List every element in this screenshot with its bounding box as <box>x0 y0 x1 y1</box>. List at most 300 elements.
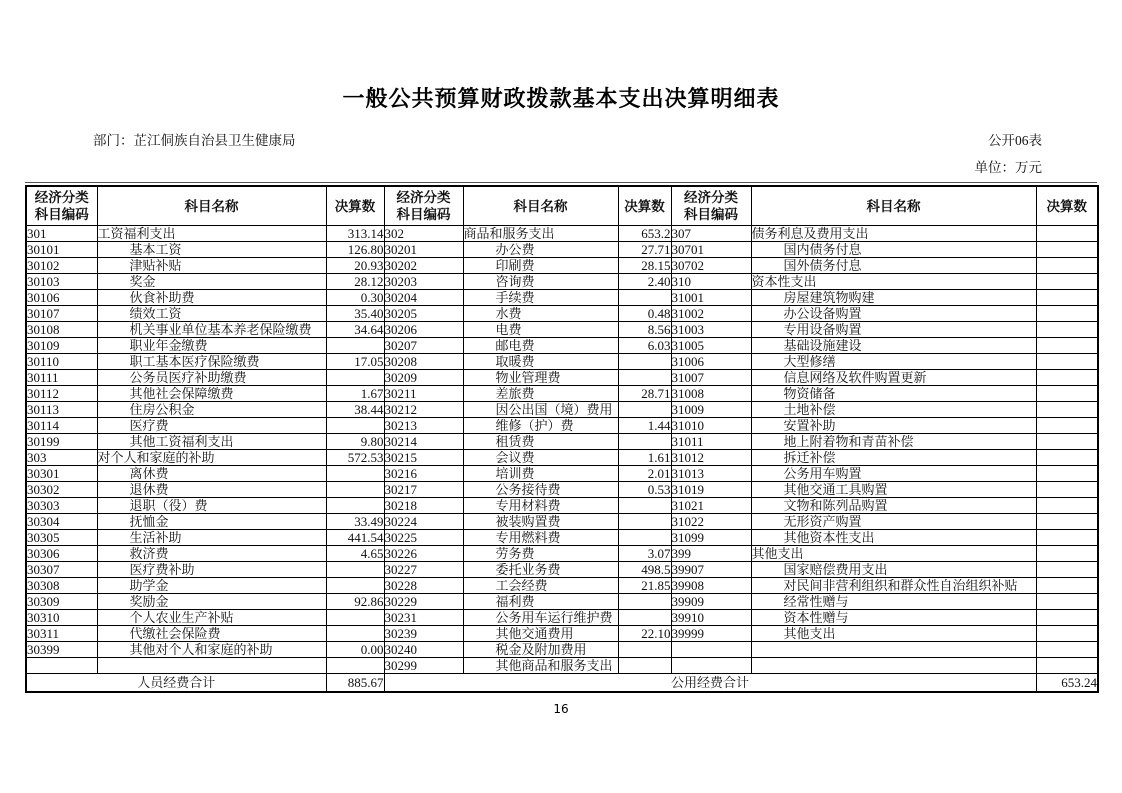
cell-amount <box>1036 450 1098 466</box>
cell-amount: 38.44 <box>326 402 384 418</box>
cell-subject-name: 物业管理费 <box>463 370 618 386</box>
cell-code: 30239 <box>384 626 463 642</box>
cell-amount: 28.71 <box>618 386 671 402</box>
cell-subject-name: 基本工资 <box>97 242 326 258</box>
cell-code: 30203 <box>384 274 463 290</box>
cell-code: 301 <box>26 226 97 242</box>
cell-subject-name: 办公设备购置 <box>751 306 1036 322</box>
cell-amount: 0.30 <box>326 290 384 306</box>
table-row <box>26 242 1098 258</box>
cell-subject-name: 资本性支出 <box>751 274 1036 290</box>
cell-subject-name: 职工基本医疗保险缴费 <box>97 354 326 370</box>
col-header-amount-2: 决算数 <box>618 186 671 226</box>
cell-subject-name: 其他商品和服务支出 <box>463 658 618 674</box>
table-number-label: 公开06表 <box>988 133 1042 148</box>
table-row <box>26 482 1098 498</box>
cell-code: 30399 <box>26 642 97 658</box>
cell-code: 31003 <box>671 322 751 338</box>
cell-amount: 6.03 <box>618 338 671 354</box>
cell-subject-name: 维修（护）费 <box>463 418 618 434</box>
cell-subject-name: 差旅费 <box>463 386 618 402</box>
cell-code: 30231 <box>384 610 463 626</box>
table-row <box>26 450 1098 466</box>
cell-code: 30201 <box>384 242 463 258</box>
cell-subject-name: 税金及附加费用 <box>463 642 618 658</box>
cell-code: 31007 <box>671 370 751 386</box>
cell-subject-name: 伙食补助费 <box>97 290 326 306</box>
cell-subject-name: 代缴社会保险费 <box>97 626 326 642</box>
cell-code: 31009 <box>671 402 751 418</box>
cell-subject-name: 其他对个人和家庭的补助 <box>97 642 326 658</box>
cell-code: 30303 <box>26 498 97 514</box>
cell-subject-name: 信息网络及软件购置更新 <box>751 370 1036 386</box>
col-header-amount-3: 决算数 <box>1036 186 1098 226</box>
cell-subject-name: 医疗费补助 <box>97 562 326 578</box>
cell-amount: 1.44 <box>618 418 671 434</box>
cell-subject-name: 国家赔偿费用支出 <box>751 562 1036 578</box>
cell-subject-name: 商品和服务支出 <box>463 226 618 242</box>
cell-amount: 126.80 <box>326 242 384 258</box>
cell-subject-name: 水费 <box>463 306 618 322</box>
cell-code: 31006 <box>671 354 751 370</box>
cell-subject-name: 专用设备购置 <box>751 322 1036 338</box>
cell-amount <box>326 578 384 594</box>
cell-code: 31010 <box>671 418 751 434</box>
cell-subject-name: 取暖费 <box>463 354 618 370</box>
table-row <box>26 530 1098 546</box>
table-row <box>26 514 1098 530</box>
cell-code: 310 <box>671 274 751 290</box>
cell-subject-name: 租赁费 <box>463 434 618 450</box>
cell-amount: 34.64 <box>326 322 384 338</box>
public-total-value: 653.24 <box>1036 674 1098 692</box>
cell-amount <box>326 418 384 434</box>
cell-amount <box>618 402 671 418</box>
code-header-line1: 经济分类 <box>34 190 89 205</box>
cell-amount <box>618 370 671 386</box>
cell-amount: 4.65 <box>326 546 384 562</box>
cell-subject-name: 邮电费 <box>463 338 618 354</box>
cell-code: 30113 <box>26 402 97 418</box>
cell-code: 30226 <box>384 546 463 562</box>
cell-amount <box>618 434 671 450</box>
cell-amount: 8.56 <box>618 322 671 338</box>
cell-subject-name: 住房公积金 <box>97 402 326 418</box>
table-row <box>26 338 1098 354</box>
cell-subject-name: 奖金 <box>97 274 326 290</box>
cell-code: 30202 <box>384 258 463 274</box>
cell-code <box>671 642 751 658</box>
cell-code: 30206 <box>384 322 463 338</box>
cell-amount <box>1036 402 1098 418</box>
cell-amount: 1.61 <box>618 450 671 466</box>
table-row <box>26 578 1098 594</box>
cell-amount <box>1036 562 1098 578</box>
table-row <box>26 418 1098 434</box>
cell-amount: 1.67 <box>326 386 384 402</box>
cell-amount: 2.01 <box>618 466 671 482</box>
cell-code: 30218 <box>384 498 463 514</box>
cell-amount <box>1036 514 1098 530</box>
cell-code: 30217 <box>384 482 463 498</box>
cell-amount <box>1036 370 1098 386</box>
cell-amount <box>1036 354 1098 370</box>
cell-code: 30701 <box>671 242 751 258</box>
cell-code: 31012 <box>671 450 751 466</box>
cell-subject-name: 公务员医疗补助缴费 <box>97 370 326 386</box>
cell-subject-name: 经常性赠与 <box>751 594 1036 610</box>
cell-code: 30211 <box>384 386 463 402</box>
table-row <box>26 546 1098 562</box>
table-row <box>26 274 1098 290</box>
cell-code: 30225 <box>384 530 463 546</box>
cell-subject-name: 救济费 <box>97 546 326 562</box>
cell-subject-name: 房屋建筑物购建 <box>751 290 1036 306</box>
cell-subject-name: 物资储备 <box>751 386 1036 402</box>
cell-subject-name: 拆迁补偿 <box>751 450 1036 466</box>
cell-amount: 441.54 <box>326 530 384 546</box>
cell-subject-name: 劳务费 <box>463 546 618 562</box>
cell-subject-name: 专用材料费 <box>463 498 618 514</box>
col-header-code-1 <box>26 186 97 226</box>
cell-amount <box>618 642 671 658</box>
cell-code: 30299 <box>384 658 463 674</box>
cell-subject-name: 其他交通工具购置 <box>751 482 1036 498</box>
cell-code: 31013 <box>671 466 751 482</box>
table-row <box>26 354 1098 370</box>
cell-subject-name <box>97 658 326 674</box>
cell-subject-name: 大型修缮 <box>751 354 1036 370</box>
cell-code: 39910 <box>671 610 751 626</box>
cell-code: 31099 <box>671 530 751 546</box>
cell-amount <box>1036 322 1098 338</box>
cell-code: 31022 <box>671 514 751 530</box>
cell-amount: 2.40 <box>618 274 671 290</box>
cell-subject-name <box>751 658 1036 674</box>
table-row <box>26 434 1098 450</box>
cell-subject-name: 机关事业单位基本养老保险缴费 <box>97 322 326 338</box>
code-header-line2: 科目编码 <box>396 207 451 222</box>
code-header-line1: 经济分类 <box>684 190 738 205</box>
cell-code: 30103 <box>26 274 97 290</box>
cell-subject-name: 电费 <box>463 322 618 338</box>
cell-subject-name: 其他社会保障缴费 <box>97 386 326 402</box>
cell-amount <box>618 610 671 626</box>
cell-code: 30309 <box>26 594 97 610</box>
cell-code: 30111 <box>26 370 97 386</box>
cell-subject-name: 其他资本性支出 <box>751 530 1036 546</box>
table-row <box>26 610 1098 626</box>
cell-amount: 33.49 <box>326 514 384 530</box>
cell-amount <box>1036 434 1098 450</box>
col-header-code-3 <box>671 186 751 226</box>
cell-amount <box>618 354 671 370</box>
cell-subject-name: 资本性赠与 <box>751 610 1036 626</box>
cell-subject-name: 手续费 <box>463 290 618 306</box>
col-header-name-3: 科目名称 <box>751 186 1036 226</box>
code-header-line1: 经济分类 <box>396 190 451 205</box>
cell-code: 30108 <box>26 322 97 338</box>
cell-code: 30114 <box>26 418 97 434</box>
cell-subject-name: 奖励金 <box>97 594 326 610</box>
table-row <box>26 258 1098 274</box>
cell-amount <box>326 658 384 674</box>
cell-amount <box>326 626 384 642</box>
public-total-label: 公用经费合计 <box>384 674 1036 692</box>
cell-amount: 3.07 <box>618 546 671 562</box>
cell-subject-name: 公务接待费 <box>463 482 618 498</box>
cell-amount <box>1036 258 1098 274</box>
cell-subject-name: 福利费 <box>463 594 618 610</box>
cell-subject-name: 国内债务付息 <box>751 242 1036 258</box>
cell-code: 30228 <box>384 578 463 594</box>
table-row <box>26 626 1098 642</box>
cell-amount <box>326 482 384 498</box>
cell-code: 30311 <box>26 626 97 642</box>
cell-code: 31005 <box>671 338 751 354</box>
unit-row <box>93 156 1042 176</box>
col-header-code-2 <box>384 186 463 226</box>
cell-subject-name: 生活补助 <box>97 530 326 546</box>
cell-code: 30215 <box>384 450 463 466</box>
cell-code: 30204 <box>384 290 463 306</box>
cell-code: 30301 <box>26 466 97 482</box>
cell-code: 30306 <box>26 546 97 562</box>
unit-label: 单位：万元 <box>974 160 1042 175</box>
col-header-amount-1: 决算数 <box>326 186 384 226</box>
cell-amount: 27.71 <box>618 242 671 258</box>
cell-code: 30224 <box>384 514 463 530</box>
cell-code: 31019 <box>671 482 751 498</box>
cell-subject-name: 文物和陈列品购置 <box>751 498 1036 514</box>
cell-code: 30112 <box>26 386 97 402</box>
cell-code <box>671 658 751 674</box>
cell-amount <box>618 498 671 514</box>
cell-subject-name: 津贴补贴 <box>97 258 326 274</box>
cell-amount <box>1036 338 1098 354</box>
cell-code: 30110 <box>26 354 97 370</box>
cell-subject-name: 退休费 <box>97 482 326 498</box>
cell-code: 30304 <box>26 514 97 530</box>
cell-amount: 0.00 <box>326 642 384 658</box>
cell-subject-name: 专用燃料费 <box>463 530 618 546</box>
meta-row <box>93 129 1042 149</box>
cell-subject-name: 个人农业生产补贴 <box>97 610 326 626</box>
col-header-name-2: 科目名称 <box>463 186 618 226</box>
cell-subject-name: 工会经费 <box>463 578 618 594</box>
cell-subject-name: 其他工资福利支出 <box>97 434 326 450</box>
cell-amount <box>1036 306 1098 322</box>
cell-code: 30106 <box>26 290 97 306</box>
cell-amount <box>1036 578 1098 594</box>
cell-subject-name: 抚恤金 <box>97 514 326 530</box>
cell-amount <box>1036 482 1098 498</box>
cell-code: 302 <box>384 226 463 242</box>
cell-code: 39908 <box>671 578 751 594</box>
col-header-name-1: 科目名称 <box>97 186 326 226</box>
personnel-total-label: 人员经费合计 <box>26 674 326 692</box>
cell-code: 30240 <box>384 642 463 658</box>
table-row <box>26 226 1098 242</box>
cell-code: 30109 <box>26 338 97 354</box>
cell-code: 30310 <box>26 610 97 626</box>
cell-amount: 22.10 <box>618 626 671 642</box>
cell-amount: 653.2 <box>618 226 671 242</box>
cell-subject-name: 工资福利支出 <box>97 226 326 242</box>
cell-subject-name: 被装购置费 <box>463 514 618 530</box>
cell-amount <box>618 530 671 546</box>
cell-amount: 0.48 <box>618 306 671 322</box>
cell-subject-name: 土地补偿 <box>751 402 1036 418</box>
cell-amount <box>618 514 671 530</box>
cell-subject-name: 办公费 <box>463 242 618 258</box>
cell-subject-name: 公务用车购置 <box>751 466 1036 482</box>
cell-code: 31011 <box>671 434 751 450</box>
cell-code: 307 <box>671 226 751 242</box>
cell-amount: 0.53 <box>618 482 671 498</box>
cell-code: 30212 <box>384 402 463 418</box>
cell-amount: 498.5 <box>618 562 671 578</box>
cell-subject-name: 基础设施建设 <box>751 338 1036 354</box>
cell-code: 30214 <box>384 434 463 450</box>
table-row <box>26 658 1098 674</box>
cell-subject-name: 地上附着物和青苗补偿 <box>751 434 1036 450</box>
table-row <box>26 370 1098 386</box>
cell-code: 30199 <box>26 434 97 450</box>
cell-amount <box>1036 386 1098 402</box>
cell-subject-name: 医疗费 <box>97 418 326 434</box>
cell-amount <box>326 562 384 578</box>
cell-code: 31021 <box>671 498 751 514</box>
table-row <box>26 642 1098 658</box>
cell-code: 303 <box>26 450 97 466</box>
cell-amount <box>326 498 384 514</box>
cell-code: 30308 <box>26 578 97 594</box>
page-number: 16 <box>553 701 569 716</box>
cell-code: 30213 <box>384 418 463 434</box>
cell-amount: 28.15 <box>618 258 671 274</box>
cell-subject-name: 因公出国（境）费用 <box>463 402 618 418</box>
cell-amount <box>1036 642 1098 658</box>
cell-subject-name: 无形资产购置 <box>751 514 1036 530</box>
cell-code: 39907 <box>671 562 751 578</box>
department-label: 部门：芷江侗族自治县卫生健康局 <box>93 133 296 148</box>
cell-subject-name: 会议费 <box>463 450 618 466</box>
cell-amount <box>1036 274 1098 290</box>
cell-code: 30101 <box>26 242 97 258</box>
cell-amount <box>326 370 384 386</box>
cell-code: 39909 <box>671 594 751 610</box>
cell-subject-name: 退职（役）费 <box>97 498 326 514</box>
cell-amount <box>1036 546 1098 562</box>
cell-amount <box>326 610 384 626</box>
table-row <box>26 562 1098 578</box>
table-row <box>26 290 1098 306</box>
cell-amount: 9.80 <box>326 434 384 450</box>
cell-amount <box>618 658 671 674</box>
cell-subject-name: 其他交通费用 <box>463 626 618 642</box>
cell-code: 30216 <box>384 466 463 482</box>
cell-code: 30227 <box>384 562 463 578</box>
cell-subject-name: 国外债务付息 <box>751 258 1036 274</box>
cell-amount <box>326 466 384 482</box>
cell-code <box>26 658 97 674</box>
table-body <box>26 226 1098 674</box>
cell-subject-name: 对个人和家庭的补助 <box>97 450 326 466</box>
cell-amount <box>1036 466 1098 482</box>
table-row <box>26 498 1098 514</box>
cell-code: 30208 <box>384 354 463 370</box>
cell-amount <box>326 338 384 354</box>
cell-amount: 20.93 <box>326 258 384 274</box>
cell-subject-name: 培训费 <box>463 466 618 482</box>
cell-amount <box>1036 610 1098 626</box>
cell-subject-name: 对民间非营利组织和群众性自治组织补贴 <box>751 578 1036 594</box>
cell-amount: 28.12 <box>326 274 384 290</box>
cell-code: 39999 <box>671 626 751 642</box>
table-header-row <box>26 186 1098 226</box>
cell-code: 30229 <box>384 594 463 610</box>
cell-amount <box>1036 498 1098 514</box>
cell-amount <box>1036 658 1098 674</box>
cell-amount: 17.05 <box>326 354 384 370</box>
top-rule <box>25 182 1097 183</box>
cell-subject-name: 印刷费 <box>463 258 618 274</box>
cell-code: 30702 <box>671 258 751 274</box>
cell-amount <box>1036 594 1098 610</box>
table-footer-row <box>26 674 1098 692</box>
table-row <box>26 386 1098 402</box>
cell-subject-name: 助学金 <box>97 578 326 594</box>
cell-subject-name: 公务用车运行维护费 <box>463 610 618 626</box>
cell-subject-name: 债务利息及费用支出 <box>751 226 1036 242</box>
cell-code: 31001 <box>671 290 751 306</box>
cell-subject-name: 委托业务费 <box>463 562 618 578</box>
cell-amount <box>618 594 671 610</box>
cell-amount: 92.86 <box>326 594 384 610</box>
cell-code: 30307 <box>26 562 97 578</box>
cell-amount <box>1036 242 1098 258</box>
cell-code: 30305 <box>26 530 97 546</box>
cell-code: 30209 <box>384 370 463 386</box>
table-row <box>26 306 1098 322</box>
cell-subject-name: 离休费 <box>97 466 326 482</box>
cell-amount: 21.85 <box>618 578 671 594</box>
cell-subject-name: 安置补助 <box>751 418 1036 434</box>
page-title: 一般公共预算财政拨款基本支出决算明细表 <box>342 86 780 111</box>
cell-code: 30302 <box>26 482 97 498</box>
code-header-line2: 科目编码 <box>684 207 738 222</box>
budget-detail-table <box>25 185 1099 693</box>
cell-subject-name: 其他支出 <box>751 546 1036 562</box>
cell-amount <box>1036 418 1098 434</box>
table-row <box>26 594 1098 610</box>
table-row <box>26 322 1098 338</box>
code-header-line2: 科目编码 <box>34 207 89 222</box>
cell-code: 31002 <box>671 306 751 322</box>
cell-code: 31008 <box>671 386 751 402</box>
cell-amount <box>1036 530 1098 546</box>
table-row <box>26 466 1098 482</box>
cell-amount <box>1036 226 1098 242</box>
cell-subject-name: 其他支出 <box>751 626 1036 642</box>
cell-amount <box>1036 626 1098 642</box>
cell-subject-name: 绩效工资 <box>97 306 326 322</box>
cell-amount: 313.14 <box>326 226 384 242</box>
cell-subject-name: 职业年金缴费 <box>97 338 326 354</box>
cell-subject-name: 咨询费 <box>463 274 618 290</box>
cell-code: 399 <box>671 546 751 562</box>
